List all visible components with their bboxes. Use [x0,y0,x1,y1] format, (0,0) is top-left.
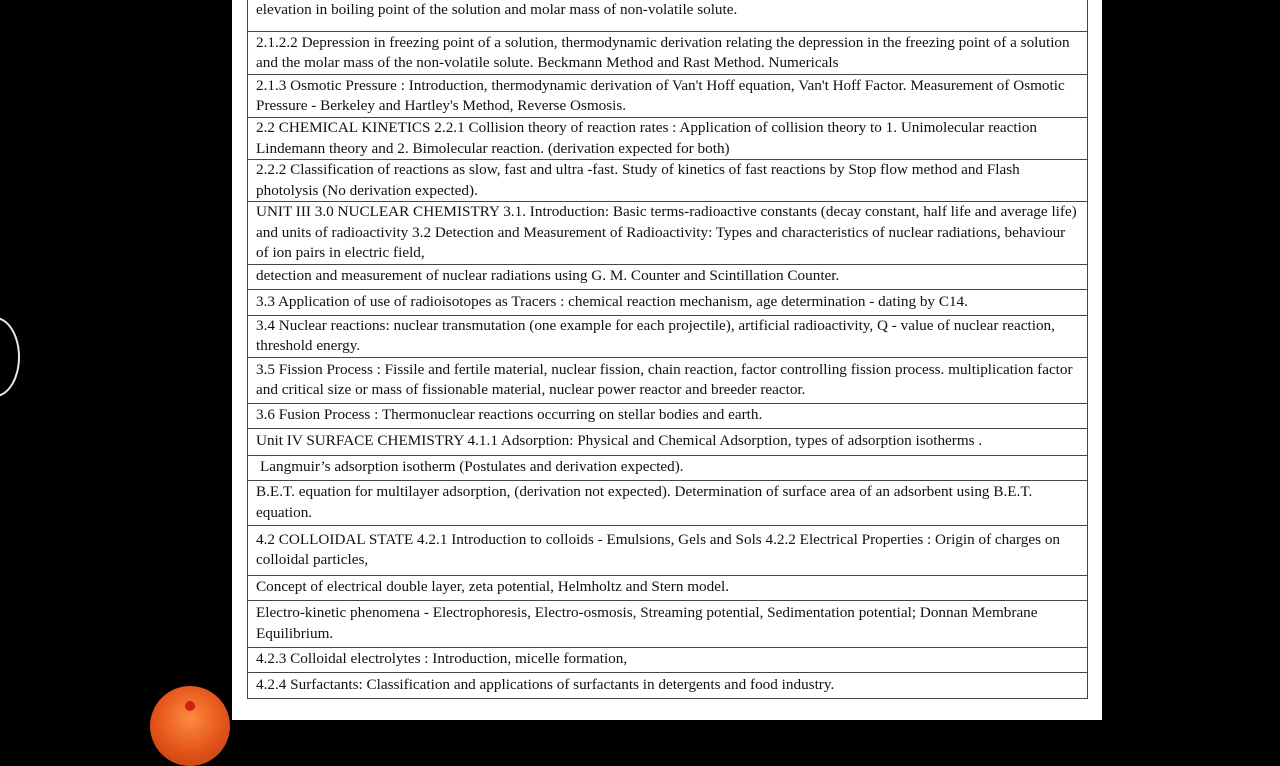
syllabus-cell: 2.2.2 Classification of reactions as slow, fast and ultra -fast. Study of kinetics of fast reactions by Stop flow method and Flash photolysis (No derivation expected). [248,160,1088,202]
syllabus-cell: 3.6 Fusion Process : Thermonuclear reactions occurring on stellar bodies and earth. [248,403,1088,428]
syllabus-cell: 3.3 Application of use of radioisotopes as Tracers : chemical reaction mechanism, age determination - dating by C14. [248,289,1088,315]
half-circle-icon[interactable] [0,317,20,397]
syllabus-cell: UNIT III 3.0 NUCLEAR CHEMISTRY 3.1. Introduction: Basic terms-radioactive constants (decay constant, half life and average life) and units of radioactivity 3.2 Detection and Measurement of Radioactivity: Types and characteristics of nuclear radiations, behaviour of ion pairs in electric field, [248,202,1088,265]
syllabus-cell: B.E.T. equation for multilayer adsorption, (derivation not expected). Determination of surface area of an adsorbent using B.E.T. equation. [248,480,1088,525]
syllabus-table [247,0,1088,699]
table-row [248,160,1088,202]
table-row [248,202,1088,265]
table-row [248,575,1088,600]
record-dot-icon [185,701,195,711]
table-row [248,428,1088,455]
table-row [248,75,1088,118]
syllabus-cell: 4.2 COLLOIDAL STATE 4.2.1 Introduction to colloids - Emulsions, Gels and Sols 4.2.2 Electrical Properties : Origin of charges on colloidal particles, [248,525,1088,575]
syllabus-cell: 3.5 Fission Process : Fissile and fertile material, nuclear fission, chain reaction, factor controlling fission process. multiplication factor and critical size or mass of fissionable material, nuclear power reactor and breeder reactor. [248,357,1088,403]
table-row [248,600,1088,647]
table-row [248,672,1088,698]
table-row [248,118,1088,160]
table-row [248,315,1088,357]
table-row [248,0,1088,32]
table-row [248,357,1088,403]
table-row [248,289,1088,315]
syllabus-cell: detection and measurement of nuclear radiations using G. M. Counter and Scintillation Counter. [248,264,1088,289]
syllabus-cell: 4.2.4 Surfactants: Classification and applications of surfactants in detergents and food industry. [248,672,1088,698]
table-row [248,403,1088,428]
table-row [248,32,1088,75]
syllabus-cell: Unit IV SURFACE CHEMISTRY 4.1.1 Adsorption: Physical and Chemical Adsorption, types of adsorption isotherms . [248,428,1088,455]
screen-recorder-bubble[interactable] [150,686,230,766]
syllabus-cell: Concept of electrical double layer, zeta potential, Helmholtz and Stern model. [248,575,1088,600]
table-row [248,264,1088,289]
syllabus-cell: 3.4 Nuclear reactions: nuclear transmutation (one example for each projectile), artificial radioactivity, Q - value of nuclear reaction, threshold energy. [248,315,1088,357]
syllabus-cell: 2.2 CHEMICAL KINETICS 2.2.1 Collision theory of reaction rates : Application of collision theory to 1. Unimolecular reaction Lindemann theory and 2. Bimolecular reaction. (derivation expected for both) [248,118,1088,160]
syllabus-cell: Electro-kinetic phenomena - Electrophoresis, Electro-osmosis, Streaming potential, Sedimentation potential; Donnan Membrane Equilibrium. [248,600,1088,647]
syllabus-cell: Langmuir’s adsorption isotherm (Postulates and derivation expected). [248,455,1088,480]
syllabus-cell: 4.2.3 Colloidal electrolytes : Introduction, micelle formation, [248,647,1088,672]
table-row [248,525,1088,575]
syllabus-cell: 2.1.2.2 Depression in freezing point of a solution, thermodynamic derivation relating the depression in the freezing point of a solution and the molar mass of the non-volatile solute. Beckmann Method and Rast Method. Numericals [248,32,1088,75]
table-row [248,455,1088,480]
table-row [248,647,1088,672]
table-row [248,480,1088,525]
syllabus-cell: 2.1.3 Osmotic Pressure : Introduction, thermodynamic derivation of Van't Hoff equation, Van't Hoff Factor. Measurement of Osmotic Pressure - Berkeley and Hartley's Method, Reverse Osmosis. [248,75,1088,118]
document-page [232,0,1102,720]
syllabus-cell: elevation in boiling point of the solution and molar mass of non-volatile solute. [248,0,1088,32]
